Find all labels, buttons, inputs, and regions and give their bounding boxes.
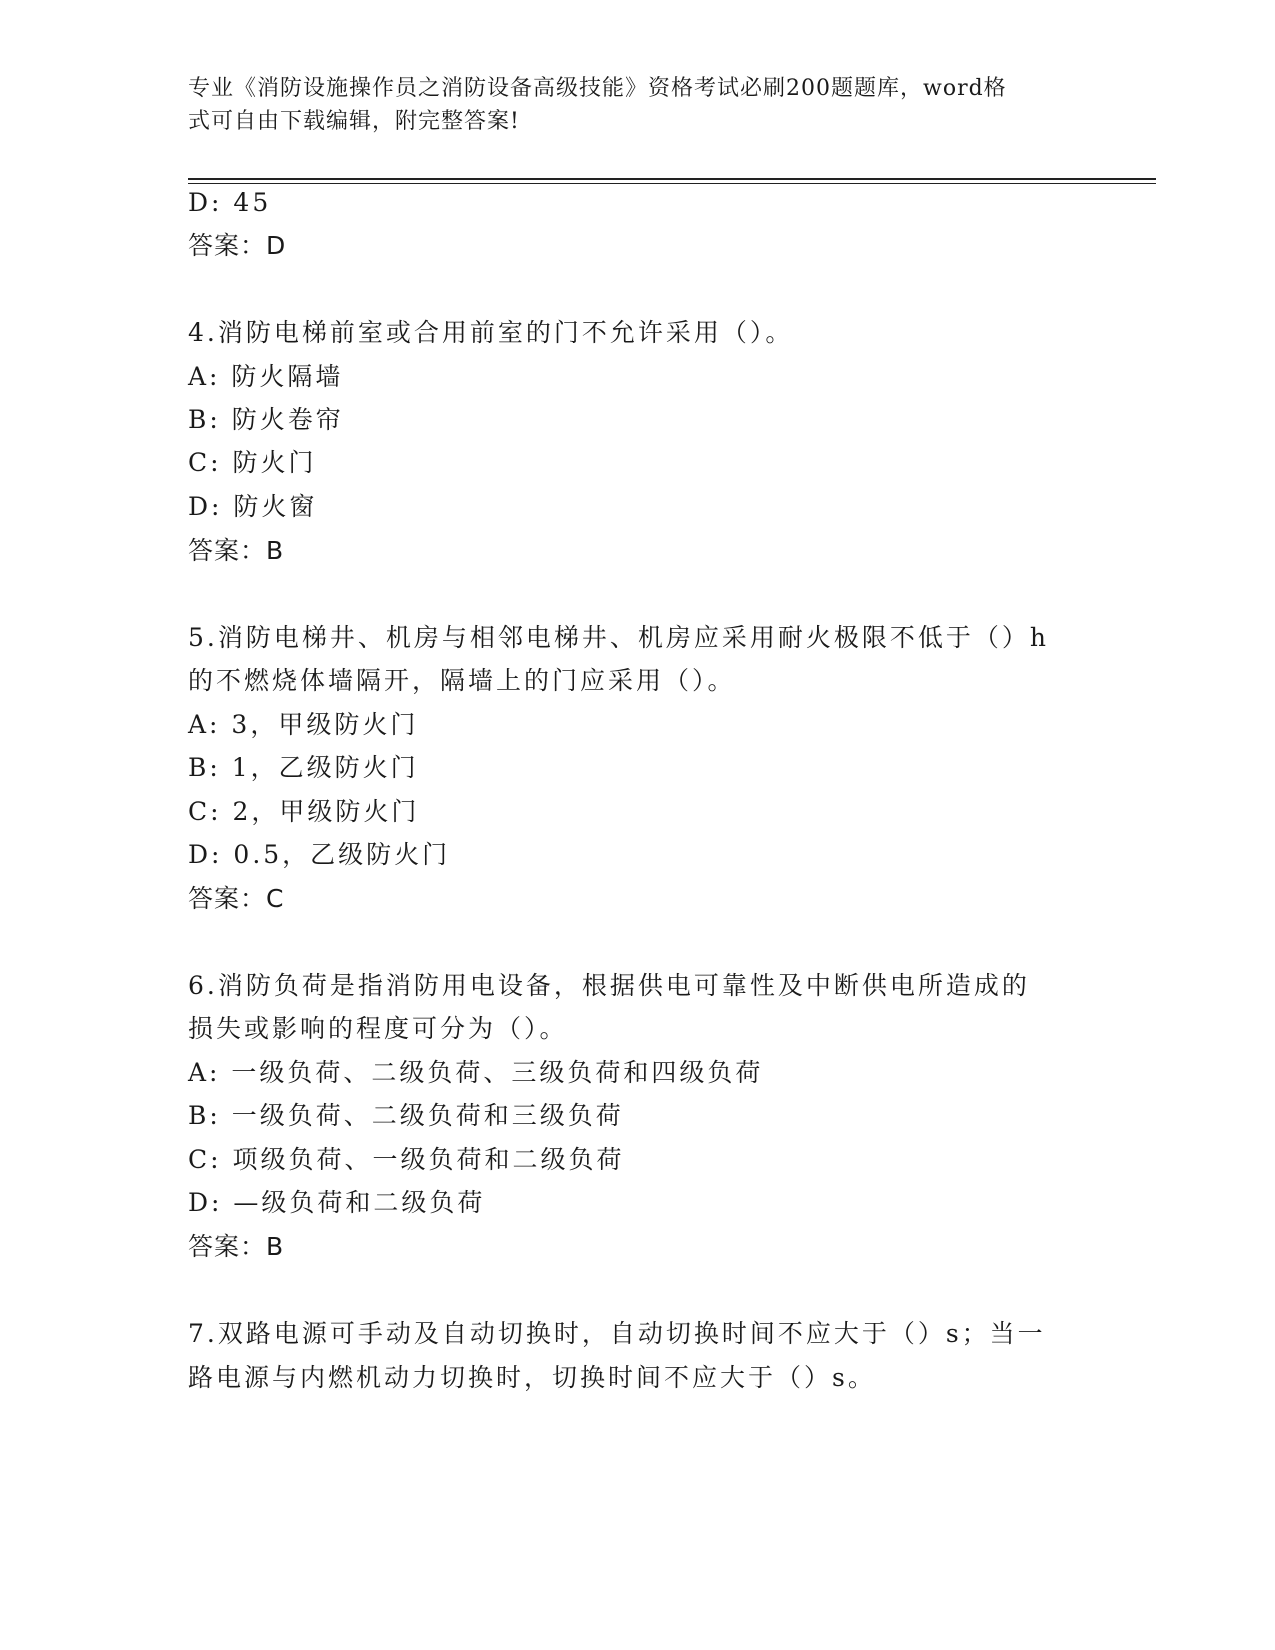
q5-option-a: A: 3，甲级防火门: [188, 710, 419, 739]
q5-option-b: B: 1，乙级防火门: [188, 753, 419, 782]
document-header: [188, 72, 1068, 138]
q6-stem-line1: 6.消防负荷是指消防用电设备，根据供电可靠性及中断供电所造成的: [188, 971, 1030, 1000]
header-rule-thin: [188, 183, 1156, 184]
prev-option-d: D: 45: [188, 188, 272, 217]
q7-stem-line1: 7.双路电源可手动及自动切换时，自动切换时间不应大于（）s；当一: [188, 1319, 1046, 1348]
q6-option-a: A: 一级负荷、二级负荷、三级负荷和四级负荷: [188, 1058, 764, 1087]
q6-option-d: D: —级负荷和二级负荷: [188, 1188, 486, 1217]
q4-answer: 答案：B: [188, 536, 285, 565]
q5-answer: 答案：C: [188, 884, 285, 913]
q4-option-c: C: 防火门: [188, 448, 317, 477]
q6-answer: 答案：B: [188, 1232, 285, 1261]
q4-option-d: D: 防火窗: [188, 492, 318, 521]
header-title-line1: 专业《消防设施操作员之消防设备高级技能》资格考试必刷200题题库，word格: [188, 76, 1007, 101]
q4-option-b: B: 防火卷帘: [188, 405, 344, 434]
q5-stem-line2: 的不燃烧体墙隔开，隔墙上的门应采用（）。: [188, 666, 736, 695]
q4-stem: 4.消防电梯前室或合用前室的门不允许采用（）。: [188, 318, 794, 347]
header-title-line2: 式可自由下载编辑，附完整答案!: [188, 109, 520, 134]
q4-option-a: A: 防火隔墙: [188, 362, 344, 391]
q6-option-c: C: 项级负荷、一级负荷和二级负荷: [188, 1145, 625, 1174]
q7-stem-line2: 路电源与内燃机动力切换时，切换时间不应大于（）s。: [188, 1363, 876, 1392]
q5-option-d: D: 0.5，乙级防火门: [188, 840, 451, 869]
q6-option-b: B: 一级负荷、二级负荷和三级负荷: [188, 1101, 624, 1130]
q5-option-c: C: 2，甲级防火门: [188, 797, 420, 826]
q6-stem-line2: 损失或影响的程度可分为（）。: [188, 1014, 568, 1043]
header-rule-thick: [188, 178, 1156, 180]
q5-stem-line1: 5.消防电梯井、机房与相邻电梯井、机房应采用耐火极限不低于（）h: [188, 623, 1049, 652]
prev-answer: 答案：D: [188, 231, 287, 260]
